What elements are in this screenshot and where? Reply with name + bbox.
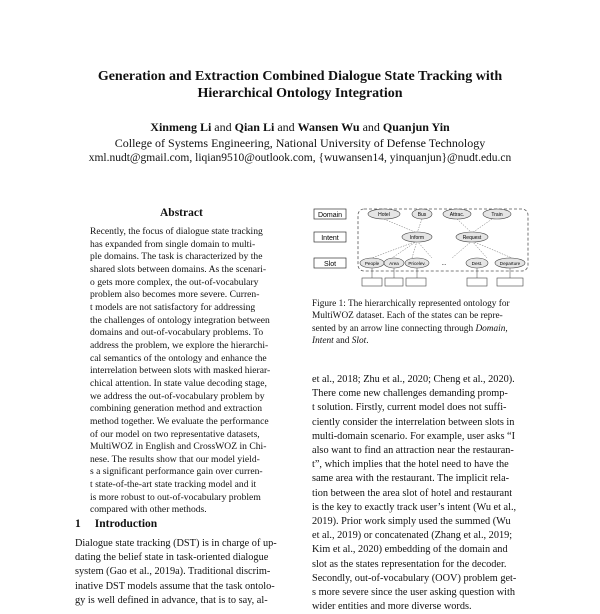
title-line-2: Hierarchical Ontology Integration: [197, 86, 403, 101]
body-line: tion between the area slot of hotel and restaurant: [312, 487, 513, 499]
caption-line: sented by an arrow line connecting through Domain,: [312, 323, 508, 334]
slot-ellipsis: ...: [441, 261, 447, 267]
introduction-heading: [75, 518, 171, 530]
slot-node-departure-label: Departure: [499, 261, 521, 266]
body-line: t solution. Firstly, current model does not suffi-: [312, 402, 507, 414]
body-line: also want to find an attraction near the restauran-: [312, 445, 514, 457]
body-line: ciently consider the interrelation between slots in: [312, 416, 515, 428]
abstract-line: cal semantics of the ontology and enhance the: [90, 352, 267, 364]
section-number: 1: [75, 518, 81, 530]
body-line: multi-domain scenario. For example, user asks “I: [312, 430, 516, 442]
title-line-1: Generation and Extraction Combined Dialogue State Tracking with: [97, 69, 503, 84]
abstract-line: o gets more complex, the out-of-vocabulary: [90, 276, 259, 288]
abstract-line: method together. We evaluate the performance: [90, 415, 269, 427]
domain-node-train-label: Train: [491, 212, 503, 218]
slot-node-area-label: Area: [389, 261, 399, 266]
author-emails: xml.nudt@gmail.com, liqian9510@outlook.com, {wuwansen14, yinquanjun}@nudt.edu.cn: [88, 152, 512, 164]
author-conjunction: and: [277, 120, 295, 134]
abstract-line: chical attention. In state value decoding stage,: [90, 377, 267, 389]
intent-node-inform-label: Inform: [409, 235, 425, 241]
intro-line: dating the belief state in task-oriented dialogue: [75, 552, 269, 564]
abstract-line: problem also becomes more severe. Curren-: [90, 289, 260, 301]
affiliation: College of Systems Engineering, National University of Defense Technology: [114, 136, 486, 150]
body-line: et al., 2018; Zhu et al., 2020; Cheng et al., 2020).: [312, 374, 515, 385]
body-line: is the key to exactly track user’s intent (Wu et al.,: [312, 501, 517, 513]
intro-line: Dialogue state tracking (DST) is in charge of up-: [75, 538, 277, 549]
row-label-slot: Slot: [323, 261, 337, 268]
slot-node-people-label: People: [364, 261, 380, 266]
intro-line: gy is well defined in advance, that is to say, al-: [75, 594, 268, 606]
slot-value-arrows: [372, 268, 510, 278]
intro-line: system (Gao et al., 2019a). Traditional discrim-: [75, 566, 271, 578]
body-line: Kim et al., 2020) embedding of the domain and: [312, 544, 508, 556]
intent-node-request-label: Request: [462, 235, 482, 241]
abstract-line: shared slots between domains. As the scenari-: [90, 263, 267, 275]
abstract-line: the challenges of ontology integration between: [90, 314, 270, 326]
abstract-line: nese. The results show that our model yield-: [90, 453, 260, 465]
body-line: wider entities and more diverse words.: [312, 601, 472, 613]
abstract-line: compared with other methods.: [90, 504, 207, 516]
caption-italic-intent: Intent: [312, 335, 334, 346]
abstract-line: s a significant performance gain over curren-: [90, 466, 263, 478]
caption-line: Figure 1: The hierarchically represented ontology for: [312, 299, 510, 309]
abstract-line: we address the out-of-vocabulary problem by: [90, 390, 265, 402]
author-conjunction: and: [362, 120, 380, 134]
right-column-body: [312, 373, 534, 614]
introduction-body: [75, 537, 297, 608]
ontology-figure: [312, 206, 530, 293]
figure-connectors: [372, 219, 512, 258]
body-line: t”, which implies that the hotel need to have the: [312, 459, 509, 471]
domain-node-bus-label: Bus: [417, 212, 427, 218]
abstract-line: combining generation method and extraction: [90, 403, 263, 415]
domain-node-hotel-label: Hotel: [378, 212, 390, 218]
caption-italic-slot: Slot: [351, 335, 367, 346]
author-list: [0, 120, 600, 135]
abstract-line: domains and out-of-vocabulary problems. To: [90, 327, 264, 339]
body-line: et al., 2019) or concatenated (Zhang et al., 2019;: [312, 530, 513, 542]
caption-italic-domain: Domain,: [475, 323, 508, 334]
domain-node-attraction-label: Attrac.: [449, 212, 465, 218]
row-label-domain: Domain: [317, 212, 343, 219]
abstract-line: Recently, the focus of dialogue state tracking: [90, 226, 263, 237]
body-line: 2019). Prior work simply used the summed (Wu: [312, 516, 511, 528]
author-2: Qian Li: [234, 120, 275, 134]
body-line: Secondly, out-of-vocabulary (OOV) problem get-: [312, 572, 517, 584]
author-1: Xinmeng Li: [150, 120, 212, 134]
author-3: Wansen Wu: [297, 120, 360, 134]
abstract-body: [90, 226, 280, 517]
author-conjunction: and: [214, 120, 232, 134]
slot-value-boxes: [362, 278, 523, 286]
body-line: same area with the restaurant. The implicit rela-: [312, 473, 510, 485]
body-line: There come new challenges demanding promp-: [312, 388, 508, 400]
abstract-line: is more robust to out-of-vocabulary problem: [90, 491, 261, 503]
slot-node-pricelevel-label: Pricelev.: [408, 261, 426, 266]
author-4: Quanjun Yin: [382, 120, 450, 134]
intro-line: inative DST models assume that the task ontolo-: [75, 580, 275, 592]
figure-caption: [312, 298, 534, 347]
abstract-line: of our model on two representative datasets,: [90, 428, 260, 440]
paper-title: [0, 68, 600, 102]
abstract-line: t state-of-the-art state tracking model and it: [90, 479, 257, 491]
abstract-line: t models are not satisfactory for addressing: [90, 301, 256, 313]
body-line: slot as the states representation for the decoder.: [312, 558, 507, 570]
abstract-line: interrelation between slots with masked hierar-: [90, 365, 271, 377]
abstract-line: address the problem, we explore the hierarchi-: [90, 339, 269, 351]
caption-line: MultiWOZ dataset. Each of the states can be repre-: [312, 311, 503, 322]
abstract-heading: Abstract: [160, 207, 203, 219]
row-label-intent: Intent: [321, 235, 339, 242]
abstract-line: MultiWOZ in English and CrossWOZ in Chi-: [90, 441, 267, 453]
section-title: Introduction: [94, 518, 158, 530]
slot-node-destination-label: Dest.: [471, 261, 483, 266]
abstract-line: has expanded from single domain to multi-: [90, 238, 256, 250]
abstract-line: ple domains. The task is characterized by the: [90, 251, 263, 263]
body-line: s more severe since the user asking question with: [312, 587, 516, 599]
caption-line: Intent and Slot.: [312, 335, 369, 346]
